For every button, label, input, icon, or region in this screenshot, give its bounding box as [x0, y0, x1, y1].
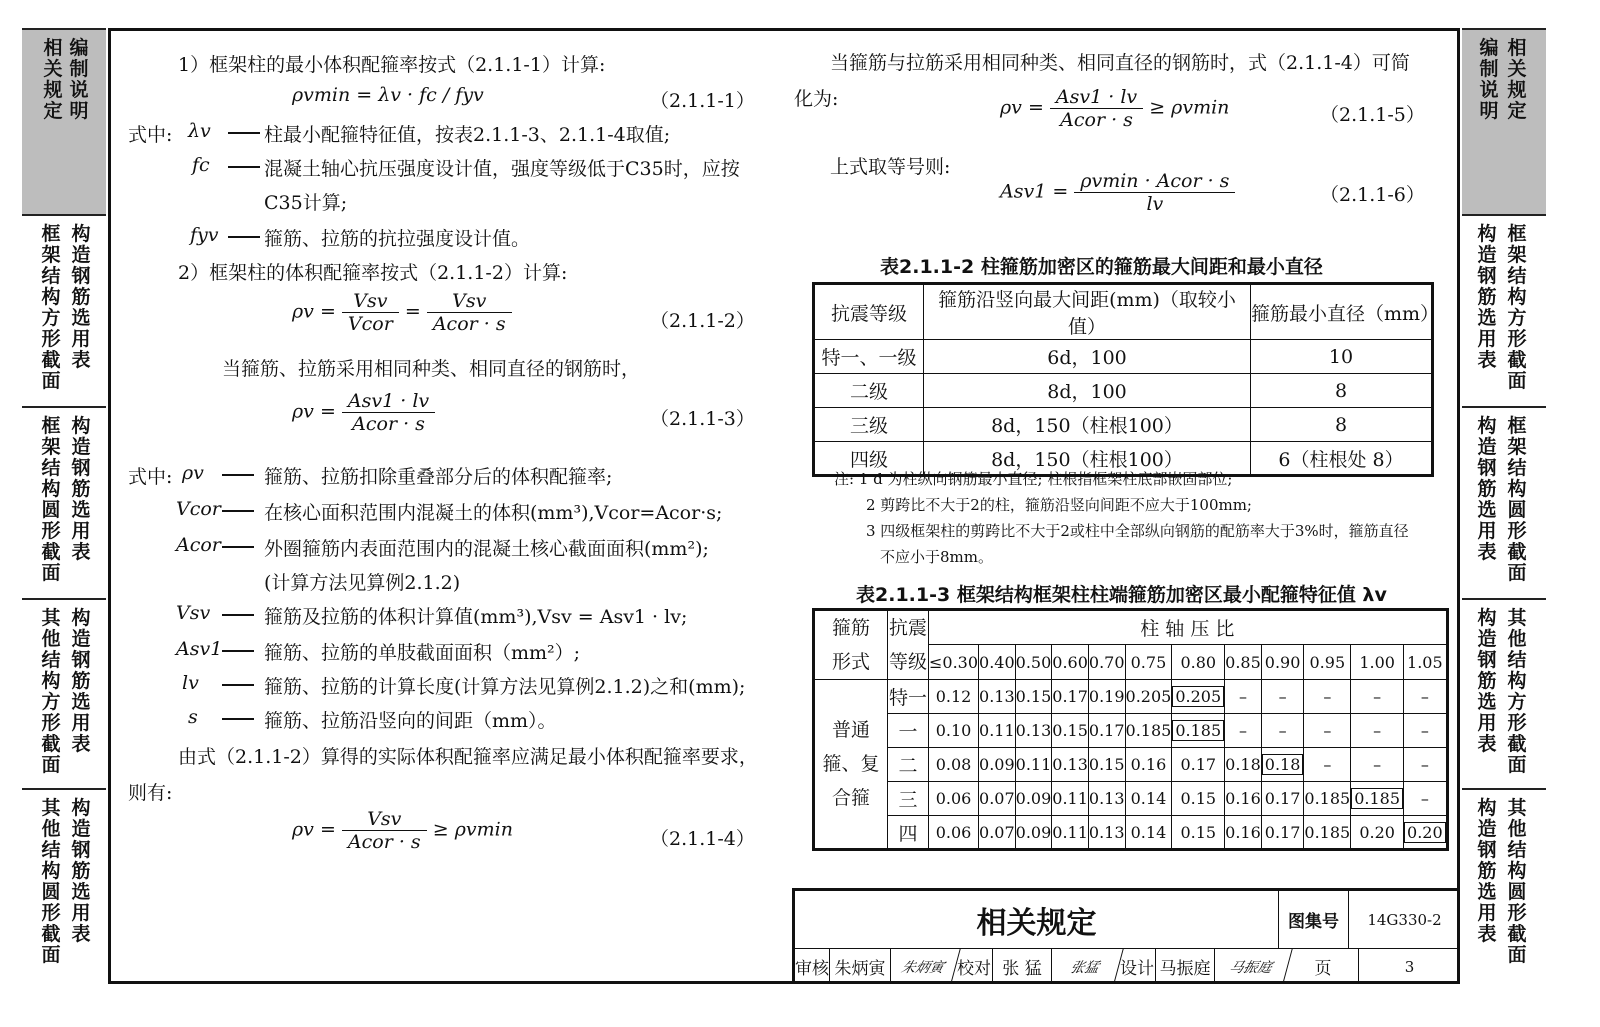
boxed-value: 0.18 [1262, 754, 1304, 775]
right-tab-1[interactable] [1462, 216, 1546, 408]
table-2-form-text: 普通箍、复合箍 [822, 719, 880, 809]
boxed-value: 0.185 [1172, 720, 1224, 741]
dash [222, 650, 254, 652]
table-cell: 0.205 [1125, 680, 1172, 714]
table-row [814, 374, 1433, 408]
dash [222, 510, 254, 512]
table-cell: – [1225, 714, 1262, 748]
left-tab-0-subtitle: 编制说明 [69, 37, 89, 122]
table-row [814, 408, 1433, 442]
para-4-cont: 则有: [128, 782, 173, 804]
design-label: 设计 [1119, 949, 1156, 984]
right-tab-0-title: 相关规定 [1507, 37, 1527, 122]
table-cell [1351, 782, 1404, 816]
designer-signature: 马振庭 [1210, 949, 1292, 984]
table-cell: 特一、一级 [814, 340, 924, 374]
table-cell: 8d，100 [924, 374, 1251, 408]
table-cell: 0.13 [979, 680, 1016, 714]
boxed-value: 0.20 [1404, 822, 1446, 843]
boxed-value: 0.185 [1351, 788, 1403, 809]
def-lambda-v: 柱最小配箍特征值，按表2.1.1-3、2.1.1-4取值; [264, 124, 671, 146]
table-cell: 0.17 [1052, 680, 1089, 714]
table-cell [1261, 748, 1304, 782]
table-2-ratio-cell: ≤0.30 [929, 645, 979, 680]
table-2-ratio-cell: 0.85 [1225, 645, 1262, 680]
left-tab-2[interactable] [22, 408, 106, 600]
eq5-den: Acor · s [1060, 109, 1133, 131]
equation-1: ρvmin = λv · fc / fyv [292, 84, 484, 106]
table-cell: 0.08 [929, 748, 979, 782]
symbol-fyv: fyv [190, 224, 219, 246]
table-cell: 0.13 [1088, 782, 1125, 816]
table-2-grade-header-text: 抗震等级 [888, 617, 927, 673]
table-row [814, 748, 1448, 782]
dash [222, 718, 254, 720]
symbol-s: s [188, 706, 198, 728]
table-2-grade-cell: 三 [888, 782, 929, 816]
table-1-caption: 表2.1.1-2 柱箍筋加密区的箍筋最大间距和最小直径 [880, 256, 1323, 278]
left-tab-2-subtitle: 构造钢筋选用表 [71, 415, 91, 563]
def-acor: 外圈箍筋内表面范围内的混凝土核心截面面积(mm²); [264, 538, 709, 560]
sheet-title: 相关规定 [795, 891, 1279, 949]
table-cell [1172, 680, 1225, 714]
right-tab-3[interactable] [1462, 600, 1546, 790]
table-2-form-cell [814, 680, 888, 850]
table-cell: 8 [1251, 374, 1433, 408]
boxed-value: 0.205 [1172, 686, 1224, 707]
left-tab-2-title: 框架结构圆形截面 [41, 415, 61, 584]
eq4-rhs: ≥ ρvmin [432, 818, 513, 841]
table-2-ratio-cell: 0.70 [1088, 645, 1125, 680]
table-1-header-cell: 箍筋最小直径（mm） [1251, 284, 1433, 340]
def-fc-cont: C35计算; [264, 192, 348, 214]
table-cell: 0.185 [1304, 816, 1351, 850]
def-fyv: 箍筋、拉筋的抗拉强度设计值。 [264, 228, 531, 250]
table-2-grade-cell: 一 [888, 714, 929, 748]
eq3-lhs: ρv = [292, 400, 336, 423]
eq4-den: Acor · s [347, 831, 421, 853]
para-1: 1）框架柱的最小体积配箍率按式（2.1.1-1）计算: [178, 54, 606, 76]
table-2-form-header [814, 610, 888, 680]
table-cell [1172, 714, 1225, 748]
para-3: 当箍筋、拉筋采用相同种类、相同直径的钢筋时， [222, 358, 641, 380]
dash [228, 132, 260, 134]
def-vcor: 在核心面积范围内混凝土的体积(mm³),Vcor=Acor·s; [264, 502, 723, 524]
table-cell: 10 [1251, 340, 1433, 374]
table-cell: 8 [1251, 408, 1433, 442]
table-cell: 8d，150（柱根100） [924, 408, 1251, 442]
table-cell: 0.11 [1052, 782, 1089, 816]
symbol-lv: lv [182, 672, 199, 694]
right-tab-3-subtitle: 构造钢筋选用表 [1477, 607, 1497, 755]
symbol-rho-v: ρv [182, 462, 204, 484]
eq5-frac [1050, 86, 1143, 131]
table-row [814, 714, 1448, 748]
eq5-lhs: ρv = [1000, 96, 1044, 119]
table-cell: 0.185 [1304, 782, 1351, 816]
review-label: 审核 [795, 949, 830, 984]
table-2-ratio-header: 柱 轴 压 比 [929, 610, 1448, 645]
para-4: 由式（2.1.1-2）算得的实际体积配箍率应满足最小体积配箍率要求， [178, 746, 758, 768]
table-cell: 0.11 [979, 714, 1016, 748]
title-block [792, 888, 1460, 984]
table-2-grade-header [888, 610, 929, 680]
table-cell: 0.09 [1015, 782, 1052, 816]
table-2-ratio-cell: 0.50 [1015, 645, 1052, 680]
table-cell: 0.13 [1088, 816, 1125, 850]
check-label: 校对 [956, 949, 993, 984]
table-cell: 0.11 [1052, 816, 1089, 850]
dash [222, 684, 254, 686]
table-2-ratio-cell: 0.75 [1125, 645, 1172, 680]
table-cell: 0.15 [1052, 714, 1089, 748]
right-para-1: 当箍筋与拉筋采用相同种类、相同直径的钢筋时，式（2.1.1-4）可简 [830, 52, 1410, 74]
left-tab-strip [22, 28, 106, 986]
table-cell: 0.07 [979, 816, 1016, 850]
atlas-label: 图集号 [1279, 891, 1349, 949]
dash [222, 546, 254, 548]
left-tab-1-title: 框架结构方形截面 [41, 223, 61, 392]
def-vsv: 箍筋及拉筋的体积计算值(mm³),Vsv = Asv1 · lv; [264, 606, 688, 628]
left-tab-1[interactable] [22, 216, 106, 408]
table-cell: 0.06 [929, 816, 979, 850]
eq6-lhs: Asv1 = [1000, 180, 1069, 203]
dash [222, 474, 254, 476]
table-cell: 0.17 [1088, 714, 1125, 748]
table-2-ratio-cell: 1.00 [1351, 645, 1404, 680]
table-cell: 二级 [814, 374, 924, 408]
table-2-caption: 表2.1.1-3 框架结构框架柱柱端箍筋加密区最小配箍特征值 λv [856, 584, 1387, 606]
equation-4-number: （2.1.1-4） [650, 828, 755, 850]
right-tab-1-title: 框架结构方形截面 [1507, 223, 1527, 392]
right-tab-4-subtitle: 构造钢筋选用表 [1477, 797, 1497, 945]
table-2-grade-cell: 四 [888, 816, 929, 850]
note-3-cont: 不应小于8mm。 [880, 548, 993, 566]
dash [228, 236, 260, 238]
left-tab-4-title: 其他结构圆形截面 [41, 797, 61, 966]
dash [228, 166, 260, 168]
table-cell: – [1304, 714, 1351, 748]
right-tab-3-title: 其他结构方形截面 [1507, 607, 1527, 776]
equation-2 [292, 290, 512, 335]
table-cell: 0.16 [1125, 748, 1172, 782]
table-cell: – [1351, 714, 1404, 748]
table-cell: 6（柱根处 8） [1251, 442, 1433, 476]
note-1: 注: 1 d 为柱纵向钢筋最小直径; 柱根指框架柱底部嵌固部位; [834, 470, 1233, 488]
table-row [814, 782, 1448, 816]
right-tab-1-subtitle: 构造钢筋选用表 [1477, 223, 1497, 371]
right-para-2: 上式取等号则: [830, 156, 951, 178]
reviewer-signature: 朱炳寅 [886, 949, 960, 984]
table-cell: – [1225, 680, 1262, 714]
table-2-ratio-cell: 1.05 [1404, 645, 1448, 680]
def-asv1: 箍筋、拉筋的单肢截面面积（mm²）; [264, 642, 581, 664]
table-cell: 四级 [814, 442, 924, 476]
table-cell: – [1351, 748, 1404, 782]
eq2-lhs: ρv = [292, 300, 336, 323]
eq2-den-2: Acor · s [432, 313, 506, 335]
table-cell: 0.07 [979, 782, 1016, 816]
left-tab-3-subtitle: 构造钢筋选用表 [71, 607, 91, 755]
table-cell: – [1351, 680, 1404, 714]
symbol-vcor: Vcor [176, 498, 221, 520]
table-cell: 0.15 [1088, 748, 1125, 782]
table-2-ratio-cell: 0.95 [1304, 645, 1351, 680]
table-cell: 0.19 [1088, 680, 1125, 714]
table-cell: 0.20 [1351, 816, 1404, 850]
table-cell: 6d，100 [924, 340, 1251, 374]
right-tab-strip [1462, 28, 1546, 986]
table-cell: 0.16 [1225, 782, 1262, 816]
table-cell: 0.10 [929, 714, 979, 748]
table-cell: 三级 [814, 408, 924, 442]
table-1 [812, 282, 1440, 477]
right-tab-2-title: 框架结构圆形截面 [1507, 415, 1527, 584]
right-tab-4[interactable] [1462, 790, 1546, 986]
page-number: 3 [1404, 957, 1415, 976]
table-cell: 0.06 [929, 782, 979, 816]
table-2-header-row [814, 610, 1448, 645]
table-2-ratio-cell: 0.90 [1261, 645, 1304, 680]
eq2-frac-1 [342, 290, 399, 335]
page-label: 页 [1288, 949, 1359, 984]
signature-row [795, 949, 1460, 984]
table-cell [1404, 816, 1448, 850]
equation-3-number: （2.1.1-3） [650, 408, 755, 430]
left-tab-3-title: 其他结构方形截面 [41, 607, 61, 776]
equation-6-number: （2.1.1-6） [1320, 184, 1425, 206]
left-tab-3[interactable] [22, 600, 106, 790]
def-acor-cont: (计算方法见算例2.1.2) [264, 572, 461, 594]
table-cell: 0.15 [1172, 816, 1225, 850]
def-s: 箍筋、拉筋沿竖向的间距（mm）。 [264, 710, 557, 732]
table-cell: – [1404, 748, 1448, 782]
left-tab-0[interactable] [22, 30, 106, 216]
table-2-form-header-text: 箍筋形式 [831, 617, 870, 673]
eq6-frac [1074, 170, 1235, 215]
eq6-num: ρvmin · Acor · s [1074, 170, 1235, 193]
note-3: 3 四级框架柱的剪跨比不大于2或柱中全部纵向钢筋的配筋率大于3%时，箍筋直径 [866, 522, 1409, 540]
eq4-num: Vsv [342, 808, 427, 831]
eq5-num: Asv1 · lv [1050, 86, 1143, 109]
table-cell: 0.17 [1172, 748, 1225, 782]
table-cell: 0.12 [929, 680, 979, 714]
checker-signature: 张猛 [1047, 949, 1123, 984]
eq2-num-2: Vsv [427, 290, 512, 313]
eq4-frac [342, 808, 427, 853]
table-cell: – [1261, 680, 1304, 714]
eq3-num: Asv1 · lv [342, 390, 435, 413]
eq5-rhs: ≥ ρvmin [1149, 96, 1230, 119]
right-tab-0[interactable] [1462, 30, 1546, 216]
left-tab-4[interactable] [22, 790, 106, 986]
symbol-vsv: Vsv [176, 602, 211, 624]
eq3-den: Acor · s [352, 413, 425, 435]
equation-6 [1000, 170, 1235, 215]
table-cell: 0.185 [1125, 714, 1172, 748]
symbol-lambda-v: λv [188, 120, 211, 142]
eq2-equals: = [404, 300, 421, 323]
note-2: 2 剪跨比不大于2的柱，箍筋沿竖向间距不应大于100mm; [866, 496, 1252, 514]
eq4-lhs: ρv = [292, 818, 336, 841]
table-cell: – [1404, 782, 1448, 816]
table-cell: 0.13 [1015, 714, 1052, 748]
right-para-1-cont: 化为: [794, 88, 839, 110]
table-cell: 0.09 [1015, 816, 1052, 850]
table-cell: – [1304, 748, 1351, 782]
right-tab-2-subtitle: 构造钢筋选用表 [1477, 415, 1497, 563]
table-1-header-cell: 抗震等级 [814, 284, 924, 340]
right-tab-4-title: 其他结构圆形截面 [1507, 797, 1527, 966]
table-2-ratio-cell: 0.80 [1172, 645, 1225, 680]
table-cell: 0.14 [1125, 782, 1172, 816]
table-cell: 0.09 [979, 748, 1016, 782]
table-cell: 0.14 [1125, 816, 1172, 850]
right-tab-2[interactable] [1462, 408, 1546, 600]
eq6-den: lv [1146, 193, 1164, 215]
eq2-den-1: Vcor [347, 313, 393, 335]
symbol-acor: Acor [176, 534, 221, 556]
table-cell: 0.11 [1015, 748, 1052, 782]
eq2-num-1: Vsv [342, 290, 399, 313]
table-cell: 0.16 [1225, 816, 1262, 850]
designer-name: 马振庭 [1156, 949, 1215, 984]
equation-1-number: （2.1.1-1） [650, 90, 755, 112]
table-2 [812, 608, 1449, 851]
symbol-asv1: Asv1 [176, 638, 223, 660]
equation-5-number: （2.1.1-5） [1320, 104, 1425, 126]
table-2-ratio-cell: 0.60 [1052, 645, 1089, 680]
left-tab-0-title: 相关规定 [43, 37, 63, 122]
equation-2-number: （2.1.1-2） [650, 310, 755, 332]
table-2-ratio-cell: 0.40 [979, 645, 1016, 680]
table-cell: 0.17 [1261, 816, 1304, 850]
table-2-grade-cell: 二 [888, 748, 929, 782]
table-cell: 0.15 [1015, 680, 1052, 714]
reviewer-name: 朱炳寅 [830, 949, 891, 984]
table-cell: 0.13 [1052, 748, 1089, 782]
table-cell: – [1261, 714, 1304, 748]
table-row [814, 340, 1433, 374]
left-tab-1-subtitle: 构造钢筋选用表 [71, 223, 91, 371]
def-lv: 箍筋、拉筋的计算长度(计算方法见算例2.1.2)之和(mm); [264, 676, 746, 698]
table-1-header-cell: 箍筋沿竖向最大间距(mm)（取较小值） [924, 284, 1251, 340]
def-rho-v: 箍筋、拉筋扣除重叠部分后的体积配箍率; [264, 466, 613, 488]
table-cell: 0.17 [1261, 782, 1304, 816]
table-row [814, 680, 1448, 714]
eq2-frac-2 [427, 290, 512, 335]
where-1-lead: 式中: [128, 124, 173, 146]
equation-4 [292, 808, 513, 853]
table-cell: 0.18 [1225, 748, 1262, 782]
right-tab-0-subtitle: 编制说明 [1479, 37, 1499, 122]
table-2-grade-cell: 特一 [888, 680, 929, 714]
table-row [814, 816, 1448, 850]
table-cell: – [1404, 680, 1448, 714]
para-2: 2）框架柱的体积配箍率按式（2.1.1-2）计算: [178, 262, 568, 284]
table-1-header-row [814, 284, 1433, 340]
table-cell: 8d，150（柱根100） [924, 442, 1251, 476]
symbol-fc: fc [192, 154, 210, 176]
checker-name: 张 猛 [993, 949, 1052, 984]
dash [222, 614, 254, 616]
atlas-number: 14G330-2 [1349, 891, 1460, 949]
equation-3 [292, 390, 435, 435]
where-2-lead: 式中: [128, 466, 173, 488]
left-tab-4-subtitle: 构造钢筋选用表 [71, 797, 91, 945]
table-cell: – [1304, 680, 1351, 714]
def-fc: 混凝土轴心抗压强度设计值，强度等级低于C35时，应按 [264, 158, 740, 180]
eq3-frac [342, 390, 435, 435]
equation-5 [1000, 86, 1229, 131]
table-cell: – [1404, 714, 1448, 748]
table-cell: 0.15 [1172, 782, 1225, 816]
